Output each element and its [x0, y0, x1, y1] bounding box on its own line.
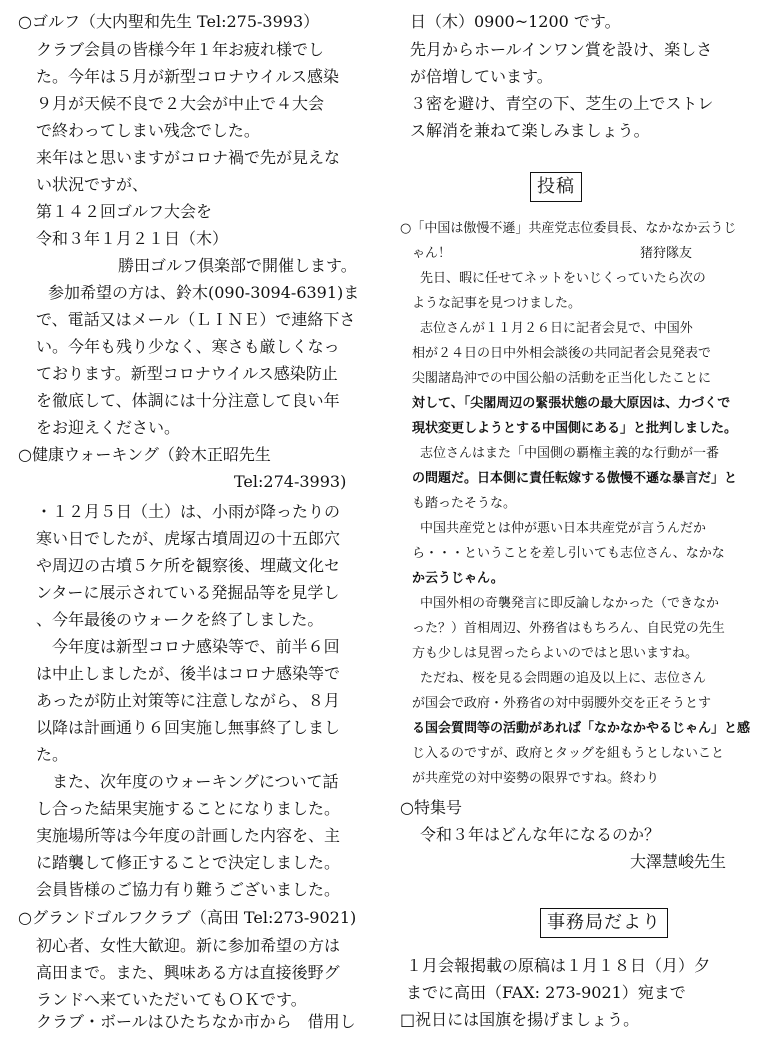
toukou-line: 中国外相の奇襲発言に即反論しなかった（できなか [420, 596, 720, 611]
golf-line: で終わってしまい残念でした。 [36, 121, 260, 140]
jimukyoku-line: までに高田（FAX: 273-9021）宛まで [406, 983, 686, 1002]
walking-line: ・１２月５日（土）は、小雨が降ったりの [36, 502, 341, 521]
walking-heading: ○健康ウォーキング（鈴木正昭先生 [18, 445, 271, 464]
walking-line: 実施場所等は今年度の計画した内容を、主 [36, 826, 341, 845]
toukou-line: 相が２４日の日中外相会談後の共同記者会見発表で [412, 346, 712, 361]
toukou-line: 志位さんはまた「中国側の覇権主義的な行動が一番 [420, 446, 720, 461]
golf-line: 勝田ゴルフ倶楽部で開催します。 [118, 256, 357, 275]
golf-line: い状況ですが、 [36, 175, 149, 194]
toukou-line: も踏ったそうな。 [412, 496, 517, 511]
special-heading: ○特集号 [400, 798, 462, 817]
toukou-line: の問題だ。日本側に責任転嫁する傲慢不遜な暴言だ」と [412, 471, 738, 486]
golf-line: クラブ会員の皆様今年１年お疲れ様でし [36, 40, 325, 59]
toukou-line: ら・・・ということを差し引いても志位さん、なかな [412, 546, 725, 561]
toukou-line: 方も少しは見習ったらよいのではと思いますね。 [412, 646, 699, 661]
groundgolf-continued-line: 先月からホールインワン賞を設け、楽しさ [410, 40, 713, 59]
toukou-heading-cont: ゃん！ [412, 246, 452, 261]
golf-line: 参加希望の方は、鈴木(090-3094-6391)ま [48, 283, 360, 302]
special-author: 大澤慧峻先生 [630, 852, 727, 871]
golf-line: 第１４２回ゴルフ大会を [36, 202, 213, 221]
walking-line: また、次年度のウォーキングについて話 [52, 772, 339, 791]
golf-line: 来年はと思いますがコロナ禍で先が見えな [36, 148, 341, 167]
toukou-line: 尖閣諸島沖での中国公船の活動を正当化したことに [412, 371, 712, 386]
groundgolf-line: ランドへ来ていただいてもＯＫです。 [36, 990, 307, 1009]
golf-line: た。今年は５月が新型コロナウイルス感染 [36, 67, 340, 86]
toukou-line: ような記事を見つけました。 [412, 296, 582, 311]
toukou-section-title: 投稿 [530, 172, 582, 202]
toukou-line: 先日、暇に任せてネットをいじくっていたら次の [420, 271, 706, 286]
groundgolf-continued-line: ３密を避け、青空の下、芝生の上でストレ [410, 94, 714, 113]
groundgolf-continued-line: 日（木）0900~1200 です。 [410, 12, 621, 31]
walking-line: に踏襲して修正することで決定しました。 [36, 853, 341, 872]
jimukyoku-line: □祝日には国旗を揚げましょう。 [400, 1010, 640, 1029]
toukou-line: ただね、桜を見る会問題の追及以上に、志位さん [420, 671, 707, 686]
toukou-line: が共産党の対中姿勢の限界ですね。終わり [412, 771, 660, 786]
groundgolf-continued-line: が倍増しています。 [410, 67, 553, 86]
groundgolf-heading: ○グランドゴルフクラブ（高田 Tel:273-9021) [18, 908, 357, 927]
walking-line: 、今年最後のウォークを終了しました。 [36, 610, 324, 629]
golf-line: ９月が天候不良で２大会が中止で４大会 [36, 94, 325, 113]
toukou-author: 猪狩隊友 [640, 246, 693, 261]
golf-line: をお迎えください。 [36, 418, 181, 437]
jimukyoku-line: １月会報掲載の原稿は１月１８日（月）夕 [406, 956, 711, 975]
walking-line: し合った結果実施することになりました。 [36, 799, 341, 818]
toukou-line: か云うじゃん。 [412, 571, 504, 586]
toukou-line: 志位さんが１１月２６日に記者会見で、中国外 [420, 321, 693, 336]
toukou-line: 対して、「尖閣周辺の緊張状態の最大原因は、力づくで [412, 396, 731, 411]
walking-line: 今年度は新型コロナ感染等で、前半６回 [52, 637, 340, 656]
groundgolf-line: クラブ・ボールはひたちなか市から 借用し [36, 1012, 356, 1031]
toukou-line: 現状変更しようとする中国側にある」と批判しました。 [412, 421, 738, 436]
walking-line: ンターに展示されている発掘品等を見学し [36, 583, 340, 602]
walking-line: た。 [36, 745, 69, 764]
walking-line: 寒い日でしたが、虎塚古墳周辺の十五郎穴 [36, 529, 341, 548]
golf-line: ております。新型コロナウイルス感染防止 [36, 364, 338, 383]
golf-heading: ○ゴルフ（大内聖和先生 Tel:275-3993） [18, 12, 320, 31]
toukou-line: った？）首相周辺、外務省はもちろん、自民党の先生 [412, 621, 725, 636]
golf-line: い。今年も残り少なく、寒さも厳しくなっ [36, 337, 340, 356]
golf-line: を徹底して、体調には十分注意して良い年 [36, 391, 340, 410]
toukou-heading: ○「中国は傲慢不遜」共産党志位委員長、なかなか云うじ [400, 221, 737, 236]
groundgolf-continued-line: ス解消を兼ねて楽しみましょう。 [410, 121, 650, 140]
walking-tel: Tel:274-3993) [234, 472, 347, 491]
groundgolf-line: 初心者、女性大歓迎。新に参加希望の方は [36, 936, 341, 955]
toukou-line: が国会で政府・外務省の対中弱腰外交を正そうとす [412, 696, 712, 711]
walking-line: あったが防止対策等に注意しながら、８月 [36, 691, 340, 710]
jimukyoku-section-title: 事務局だより [540, 908, 668, 938]
special-line: 令和３年はどんな年になるのか？ [420, 825, 661, 844]
golf-line: で、電話又はメール（ＬＩＮＥ）で連絡下さ [36, 310, 356, 329]
golf-line: 令和３年１月２１日（木） [36, 229, 229, 248]
walking-line: 会員皆様のご協力有り難うございました。 [36, 880, 341, 899]
walking-line: 以降は計画通り６回実施し無事終了しまし [36, 718, 341, 737]
toukou-line: 中国共産党とは仲が悪い日本共産党が言うんだか [420, 521, 707, 536]
toukou-line: る国会質問等の活動があれば「なかなかやるじゃん」と感 [412, 721, 751, 736]
walking-line: は中止しましたが、後半はコロナ感染等で [36, 664, 341, 683]
toukou-line: じ入るのですが、政府とタッグを組もうとしないこと [412, 746, 725, 761]
walking-line: や周辺の古墳５ケ所を観察後、埋蔵文化セ [36, 556, 341, 575]
groundgolf-line: 高田まで。また、興味ある方は直接後野グ [36, 963, 340, 982]
